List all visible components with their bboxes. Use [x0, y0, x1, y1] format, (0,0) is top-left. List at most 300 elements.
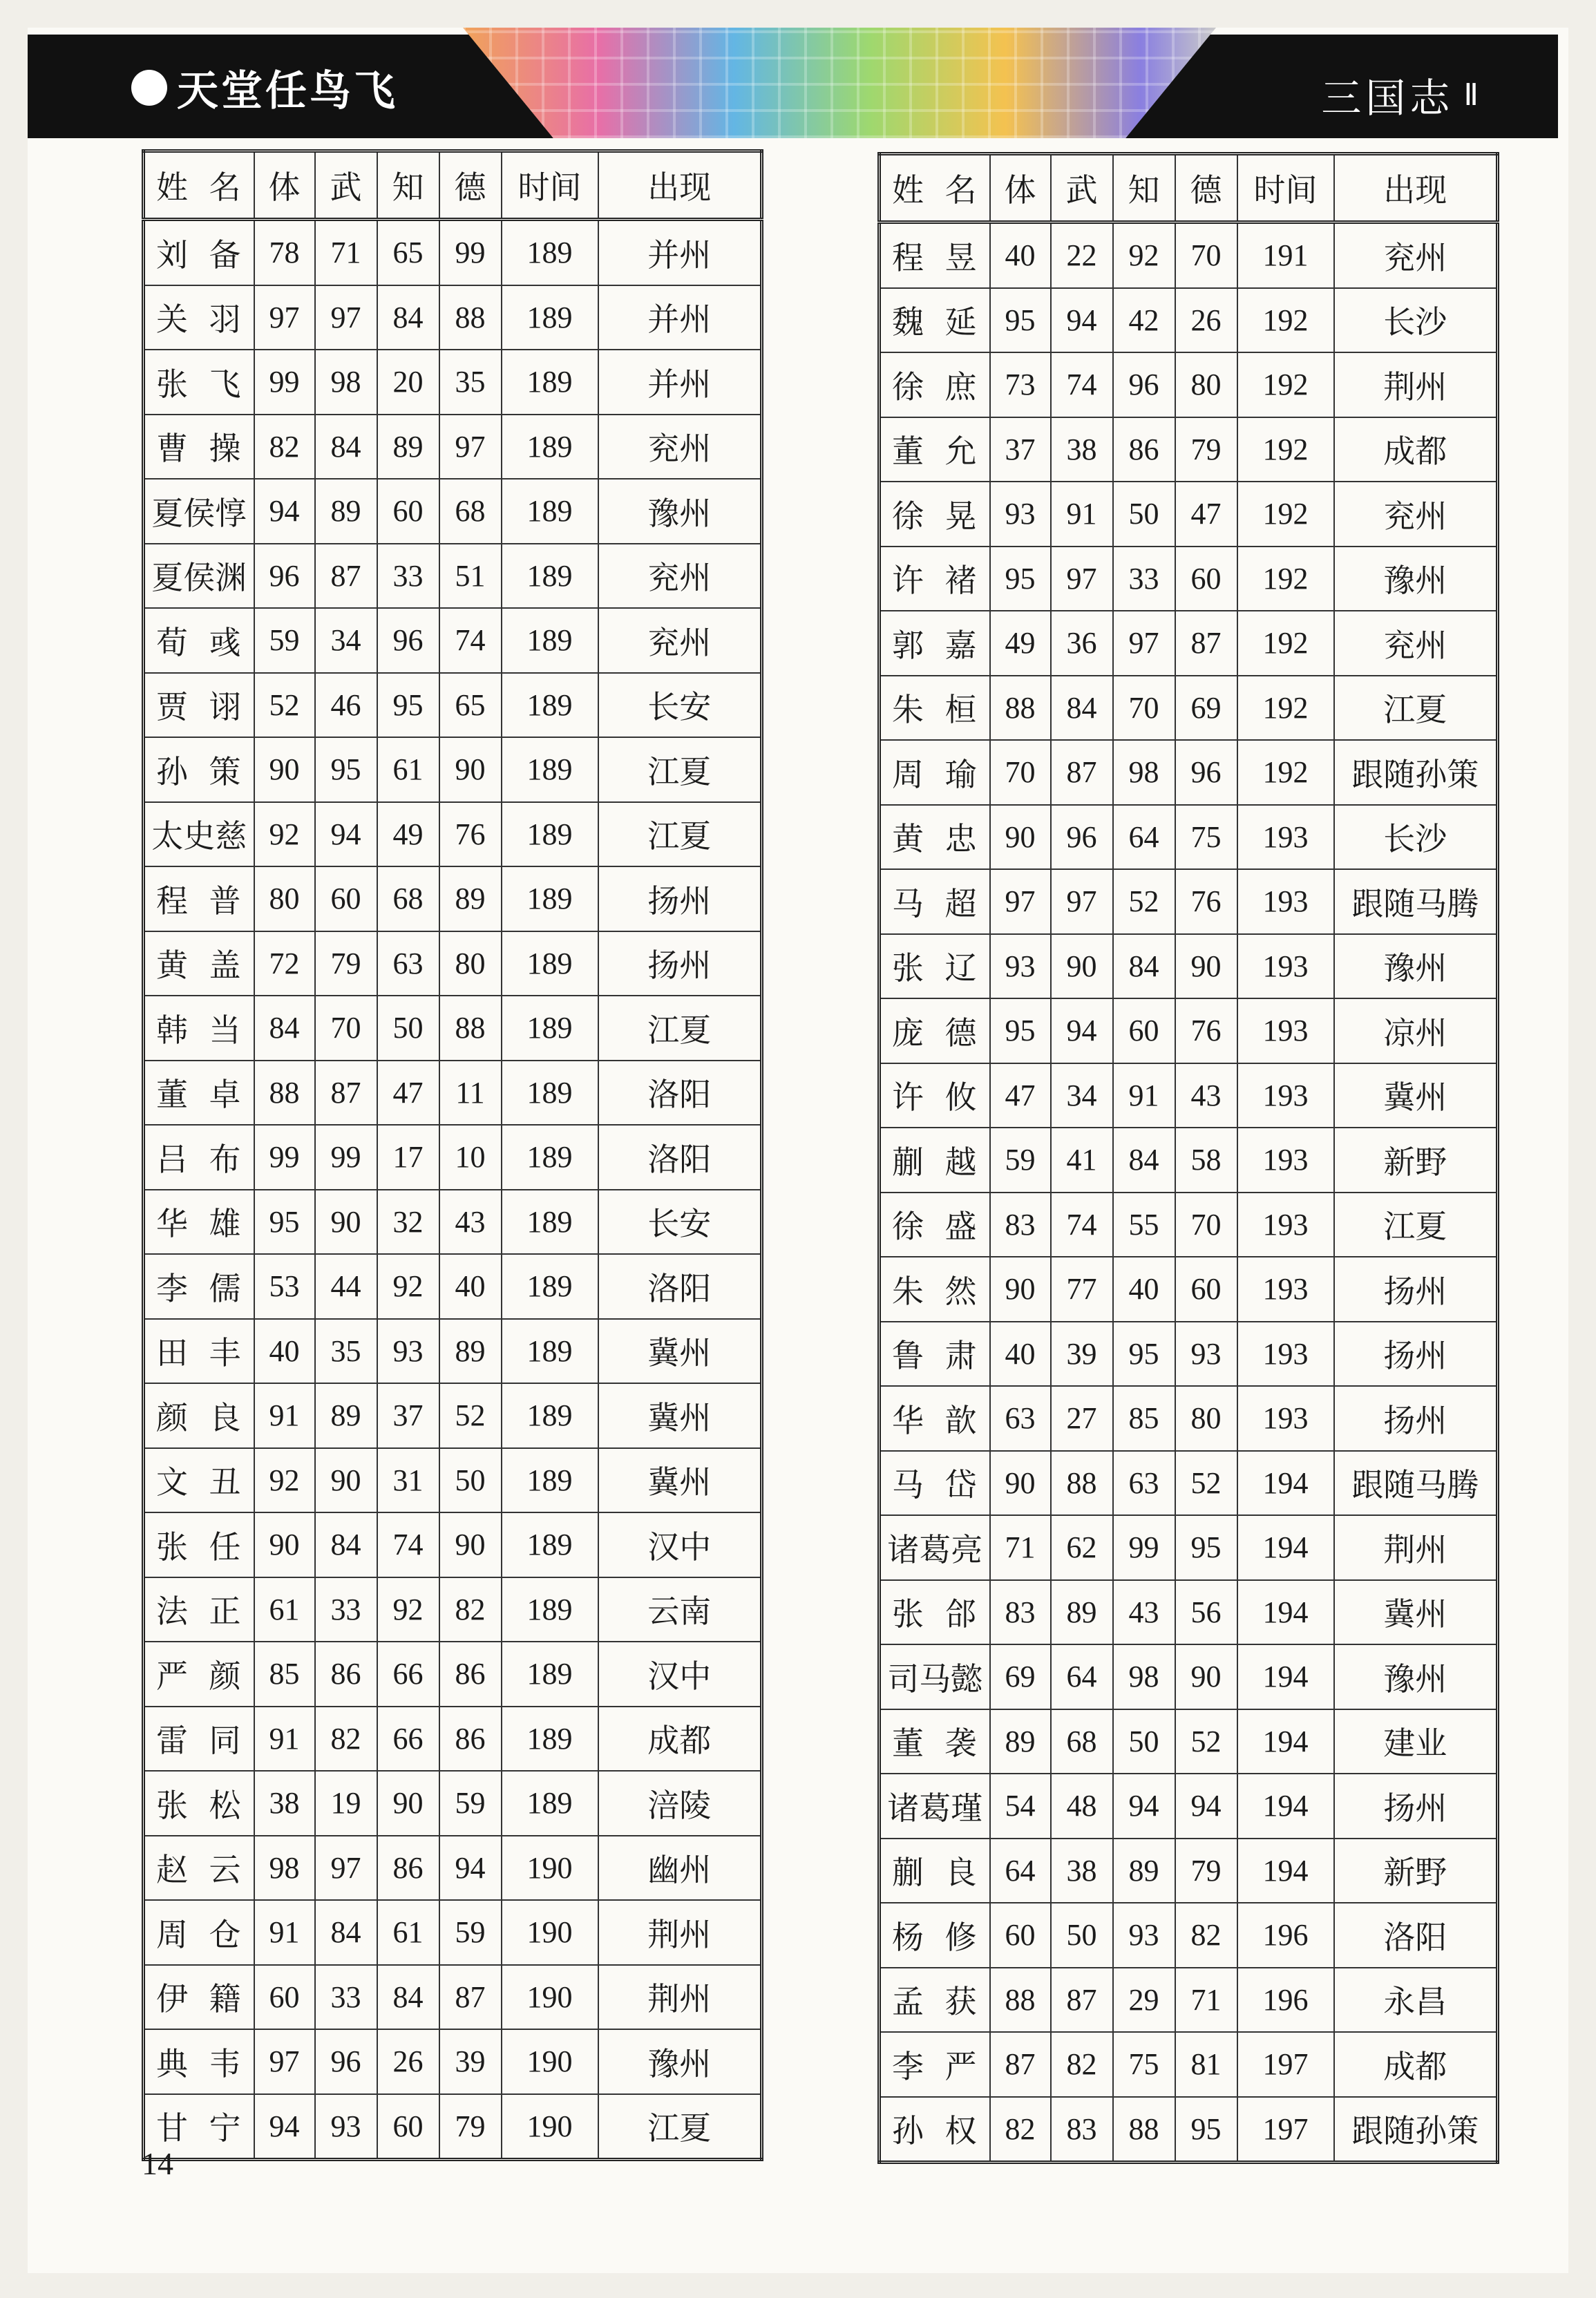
location-cell: 并州 — [598, 285, 762, 350]
stat-cell: 60 — [254, 1965, 315, 2030]
stat-cell: 190 — [502, 1965, 598, 2030]
table-row — [144, 1319, 762, 1384]
stat-cell: 193 — [1237, 1322, 1334, 1387]
table-row — [880, 1580, 1498, 1645]
stat-cell: 77 — [1051, 1257, 1113, 1322]
name-cell: 张 辽 — [880, 934, 990, 999]
name-cell: 司马懿 — [880, 1644, 990, 1709]
name-cell: 诸葛亮 — [880, 1515, 990, 1580]
stat-cell: 26 — [1175, 288, 1237, 353]
table-row — [880, 998, 1498, 1063]
table-row — [144, 479, 762, 544]
stat-cell: 79 — [1175, 417, 1237, 482]
header-color-stripe — [463, 28, 1216, 138]
stat-cell: 98 — [1113, 740, 1175, 805]
table-row — [144, 1512, 762, 1577]
stat-cell: 70 — [1113, 676, 1175, 741]
stat-cell: 50 — [1051, 1903, 1113, 1968]
table-row — [144, 1836, 762, 1901]
stat-cell: 90 — [315, 1448, 377, 1513]
stat-cell: 98 — [315, 350, 377, 415]
stat-cell: 94 — [254, 2094, 315, 2160]
table-row — [144, 415, 762, 479]
stat-cell: 189 — [502, 1190, 598, 1255]
stat-cell: 87 — [315, 544, 377, 609]
stat-cell: 193 — [1237, 1063, 1334, 1128]
stat-cell: 80 — [439, 931, 502, 996]
location-cell: 洛阳 — [598, 1061, 762, 1126]
stat-cell: 194 — [1237, 1515, 1334, 1580]
stat-cell: 48 — [1051, 1774, 1113, 1839]
stat-cell: 89 — [439, 866, 502, 931]
name-cell: 徐 庶 — [880, 352, 990, 417]
stat-cell: 99 — [254, 1125, 315, 1190]
stat-cell: 40 — [439, 1254, 502, 1319]
stat-cell: 69 — [990, 1644, 1051, 1709]
location-cell: 长沙 — [1334, 805, 1498, 870]
left-col-header-6: 出现 — [598, 151, 762, 220]
stat-cell: 94 — [315, 802, 377, 867]
location-cell: 幽州 — [598, 1836, 762, 1901]
stat-cell: 43 — [1113, 1580, 1175, 1645]
stat-cell: 70 — [1175, 222, 1237, 288]
stat-cell: 95 — [315, 737, 377, 802]
location-cell: 豫州 — [1334, 1644, 1498, 1709]
table-row — [144, 931, 762, 996]
stat-cell: 92 — [377, 1254, 439, 1319]
table-row — [880, 740, 1498, 805]
stat-cell: 84 — [377, 285, 439, 350]
stat-cell: 52 — [1113, 869, 1175, 934]
stat-cell: 85 — [254, 1642, 315, 1707]
stat-cell: 88 — [990, 676, 1051, 741]
stat-cell: 88 — [990, 1968, 1051, 2033]
table-row — [144, 1383, 762, 1448]
stat-cell: 60 — [1175, 547, 1237, 611]
stat-cell: 65 — [439, 673, 502, 738]
stat-cell: 88 — [254, 1061, 315, 1126]
stat-cell: 90 — [990, 1257, 1051, 1322]
table-row — [144, 544, 762, 609]
name-cell: 杨 修 — [880, 1903, 990, 1968]
stat-cell: 76 — [1175, 998, 1237, 1063]
table-row — [880, 482, 1498, 547]
table-row — [880, 1839, 1498, 1903]
stat-cell: 49 — [990, 611, 1051, 676]
stat-cell: 96 — [254, 544, 315, 609]
stat-cell: 71 — [315, 220, 377, 285]
name-cell: 许 褚 — [880, 547, 990, 611]
stat-cell: 189 — [502, 1577, 598, 1642]
table-row — [880, 352, 1498, 417]
stat-cell: 90 — [990, 1451, 1051, 1516]
stat-cell: 92 — [254, 802, 315, 867]
table-row — [880, 611, 1498, 676]
table-row — [880, 1322, 1498, 1387]
location-cell: 洛阳 — [1334, 1903, 1498, 1968]
location-cell: 荆州 — [1334, 352, 1498, 417]
stat-cell: 31 — [377, 1448, 439, 1513]
location-cell: 江夏 — [598, 996, 762, 1061]
stat-cell: 86 — [315, 1642, 377, 1707]
stat-cell: 189 — [502, 220, 598, 285]
name-cell: 张 郃 — [880, 1580, 990, 1645]
stat-cell: 93 — [1113, 1903, 1175, 1968]
stat-cell: 61 — [377, 1900, 439, 1965]
table-row — [144, 996, 762, 1061]
stat-cell: 26 — [377, 2029, 439, 2094]
stat-cell: 193 — [1237, 1128, 1334, 1193]
left-col-header-1: 体 — [254, 151, 315, 220]
stat-cell: 74 — [1051, 352, 1113, 417]
left-col-header-3: 知 — [377, 151, 439, 220]
name-cell: 田 丰 — [144, 1319, 254, 1384]
location-cell: 荆州 — [598, 1965, 762, 2030]
name-cell: 马 超 — [880, 869, 990, 934]
stat-cell: 40 — [1113, 1257, 1175, 1322]
name-cell: 夏侯惇 — [144, 479, 254, 544]
stat-cell: 189 — [502, 1383, 598, 1448]
stat-cell: 32 — [377, 1190, 439, 1255]
table-row — [144, 1771, 762, 1836]
stat-cell: 35 — [315, 1319, 377, 1384]
stat-cell: 194 — [1237, 1451, 1334, 1516]
stat-cell: 97 — [254, 285, 315, 350]
table-row — [144, 1190, 762, 1255]
stat-cell: 93 — [990, 482, 1051, 547]
stat-cell: 41 — [1051, 1128, 1113, 1193]
stat-cell: 64 — [990, 1839, 1051, 1903]
location-cell: 新野 — [1334, 1128, 1498, 1193]
stat-cell: 50 — [1113, 482, 1175, 547]
stat-cell: 81 — [1175, 2032, 1237, 2097]
stat-cell: 95 — [1175, 2097, 1237, 2163]
stat-cell: 33 — [315, 1577, 377, 1642]
stat-cell: 190 — [502, 2094, 598, 2160]
stat-cell: 88 — [1051, 1451, 1113, 1516]
name-cell: 雷 同 — [144, 1707, 254, 1772]
name-cell: 徐 晃 — [880, 482, 990, 547]
stat-cell: 29 — [1113, 1968, 1175, 2033]
stat-cell: 196 — [1237, 1968, 1334, 2033]
location-cell: 扬州 — [598, 931, 762, 996]
table-row — [880, 869, 1498, 934]
left-col-header-0: 姓 名 — [144, 151, 254, 220]
stat-cell: 87 — [1175, 611, 1237, 676]
stat-cell: 192 — [1237, 547, 1334, 611]
bullet-dot-icon — [131, 70, 167, 106]
table-row — [880, 417, 1498, 482]
name-cell: 朱 桓 — [880, 676, 990, 741]
stat-cell: 47 — [377, 1061, 439, 1126]
stat-cell: 59 — [439, 1771, 502, 1836]
stat-cell: 94 — [1051, 288, 1113, 353]
left-table-header — [144, 151, 762, 220]
name-cell: 刘 备 — [144, 220, 254, 285]
table-row — [880, 1063, 1498, 1128]
stat-cell: 88 — [439, 285, 502, 350]
table-row — [144, 1900, 762, 1965]
table-row — [144, 350, 762, 415]
location-cell: 成都 — [598, 1707, 762, 1772]
name-cell: 华 歆 — [880, 1386, 990, 1451]
stat-cell: 92 — [1113, 222, 1175, 288]
left-col-header-4: 德 — [439, 151, 502, 220]
stat-cell: 189 — [502, 1061, 598, 1126]
location-cell: 兖州 — [598, 544, 762, 609]
stat-cell: 65 — [377, 220, 439, 285]
stat-cell: 33 — [377, 544, 439, 609]
stat-cell: 90 — [990, 805, 1051, 870]
right-col-header-0: 姓 名 — [880, 154, 990, 222]
table-row — [144, 1965, 762, 2030]
stat-cell: 89 — [315, 479, 377, 544]
table-row — [880, 2097, 1498, 2163]
stat-cell: 189 — [502, 996, 598, 1061]
name-cell: 孟 获 — [880, 1968, 990, 2033]
stat-cell: 10 — [439, 1125, 502, 1190]
location-cell: 兖州 — [598, 608, 762, 673]
stat-cell: 43 — [439, 1190, 502, 1255]
table-row — [144, 673, 762, 738]
location-cell: 冀州 — [1334, 1063, 1498, 1128]
name-cell: 李 严 — [880, 2032, 990, 2097]
stat-cell: 73 — [990, 352, 1051, 417]
stat-cell: 37 — [990, 417, 1051, 482]
stat-cell: 96 — [377, 608, 439, 673]
name-cell: 黄 盖 — [144, 931, 254, 996]
stat-cell: 93 — [990, 934, 1051, 999]
stat-cell: 189 — [502, 1448, 598, 1513]
table-row — [144, 1448, 762, 1513]
stat-cell: 89 — [377, 415, 439, 479]
table-row — [144, 608, 762, 673]
stat-cell: 91 — [254, 1383, 315, 1448]
stat-cell: 74 — [439, 608, 502, 673]
stat-cell: 74 — [1051, 1193, 1113, 1257]
location-cell: 兖州 — [1334, 482, 1498, 547]
stat-cell: 55 — [1113, 1193, 1175, 1257]
stat-cell: 97 — [1113, 611, 1175, 676]
stat-cell: 50 — [439, 1448, 502, 1513]
stat-cell: 83 — [990, 1580, 1051, 1645]
table-row — [880, 805, 1498, 870]
stat-cell: 36 — [1051, 611, 1113, 676]
stat-cell: 84 — [315, 415, 377, 479]
name-cell: 韩 当 — [144, 996, 254, 1061]
stat-cell: 82 — [254, 415, 315, 479]
stat-cell: 84 — [1051, 676, 1113, 741]
stat-cell: 86 — [439, 1707, 502, 1772]
table-row — [880, 222, 1498, 288]
location-cell: 江夏 — [598, 737, 762, 802]
stat-cell: 192 — [1237, 417, 1334, 482]
name-cell: 程 普 — [144, 866, 254, 931]
name-cell: 周 仓 — [144, 1900, 254, 1965]
stat-cell: 197 — [1237, 2097, 1334, 2163]
stat-cell: 189 — [502, 479, 598, 544]
stat-cell: 91 — [1051, 482, 1113, 547]
stat-cell: 85 — [1113, 1386, 1175, 1451]
right-table-body — [880, 222, 1498, 2163]
location-cell: 长沙 — [1334, 288, 1498, 353]
name-cell: 董 卓 — [144, 1061, 254, 1126]
stat-cell: 60 — [315, 866, 377, 931]
stat-cell: 189 — [502, 608, 598, 673]
stat-cell: 66 — [377, 1642, 439, 1707]
left-col-header-5: 时间 — [502, 151, 598, 220]
stat-cell: 99 — [254, 350, 315, 415]
stat-cell: 50 — [377, 996, 439, 1061]
stat-cell: 58 — [1175, 1128, 1237, 1193]
location-cell: 江夏 — [1334, 676, 1498, 741]
location-cell: 洛阳 — [598, 1125, 762, 1190]
stat-cell: 189 — [502, 1319, 598, 1384]
stat-cell: 96 — [315, 2029, 377, 2094]
name-cell: 庞 德 — [880, 998, 990, 1063]
table-row — [880, 1709, 1498, 1774]
right-col-header-1: 体 — [990, 154, 1051, 222]
stat-cell: 189 — [502, 1642, 598, 1707]
name-cell: 董 袭 — [880, 1709, 990, 1774]
stat-cell: 20 — [377, 350, 439, 415]
stat-cell: 59 — [254, 608, 315, 673]
stat-cell: 96 — [1175, 740, 1237, 805]
table-row — [144, 737, 762, 802]
name-cell: 典 韦 — [144, 2029, 254, 2094]
stat-cell: 70 — [990, 740, 1051, 805]
table-row — [144, 2094, 762, 2160]
stat-cell: 97 — [315, 1836, 377, 1901]
left-col-header-2: 武 — [315, 151, 377, 220]
location-cell: 豫州 — [1334, 934, 1498, 999]
location-cell: 冀州 — [598, 1319, 762, 1384]
stat-cell: 92 — [377, 1577, 439, 1642]
name-cell: 文 丑 — [144, 1448, 254, 1513]
name-cell: 法 正 — [144, 1577, 254, 1642]
stat-cell: 190 — [502, 1836, 598, 1901]
name-cell: 荀 彧 — [144, 608, 254, 673]
stat-cell: 33 — [315, 1965, 377, 2030]
name-cell: 郭 嘉 — [880, 611, 990, 676]
stat-cell: 189 — [502, 1254, 598, 1319]
stat-cell: 95 — [990, 547, 1051, 611]
stat-cell: 47 — [1175, 482, 1237, 547]
stat-cell: 52 — [1175, 1709, 1237, 1774]
location-cell: 江夏 — [598, 2094, 762, 2160]
name-cell: 许 攸 — [880, 1063, 990, 1128]
stat-cell: 71 — [990, 1515, 1051, 1580]
stat-cell: 88 — [1113, 2097, 1175, 2163]
stat-cell: 89 — [1051, 1580, 1113, 1645]
location-cell: 长安 — [598, 673, 762, 738]
stat-cell: 197 — [1237, 2032, 1334, 2097]
stat-cell: 38 — [1051, 417, 1113, 482]
stat-cell: 87 — [1051, 740, 1113, 805]
stat-cell: 192 — [1237, 740, 1334, 805]
stat-cell: 189 — [502, 866, 598, 931]
name-cell: 朱 然 — [880, 1257, 990, 1322]
table-row — [880, 1515, 1498, 1580]
location-cell: 扬州 — [1334, 1774, 1498, 1839]
stat-cell: 53 — [254, 1254, 315, 1319]
header-left — [131, 50, 398, 126]
stat-cell: 84 — [1113, 1128, 1175, 1193]
stat-cell: 60 — [1175, 1257, 1237, 1322]
table-row — [144, 285, 762, 350]
stat-cell: 46 — [315, 673, 377, 738]
name-cell: 孙 策 — [144, 737, 254, 802]
location-cell: 冀州 — [598, 1448, 762, 1513]
table-row — [880, 676, 1498, 741]
stat-cell: 52 — [1175, 1451, 1237, 1516]
right-col-header-5: 时间 — [1237, 154, 1334, 222]
stat-cell: 40 — [990, 1322, 1051, 1387]
stat-cell: 72 — [254, 931, 315, 996]
stat-cell: 79 — [1175, 1839, 1237, 1903]
stat-cell: 70 — [1175, 1193, 1237, 1257]
stat-cell: 34 — [1051, 1063, 1113, 1128]
stat-cell: 49 — [377, 802, 439, 867]
stat-cell: 194 — [1237, 1709, 1334, 1774]
stat-cell: 95 — [1175, 1515, 1237, 1580]
stat-cell: 52 — [254, 673, 315, 738]
stat-cell: 33 — [1113, 547, 1175, 611]
stat-cell: 91 — [254, 1900, 315, 1965]
stat-cell: 192 — [1237, 352, 1334, 417]
name-cell: 蒯 良 — [880, 1839, 990, 1903]
stat-cell: 93 — [315, 2094, 377, 2160]
stat-cell: 80 — [1175, 352, 1237, 417]
name-cell: 鲁 肃 — [880, 1322, 990, 1387]
stat-cell: 193 — [1237, 1386, 1334, 1451]
stat-cell: 70 — [315, 996, 377, 1061]
table-row — [144, 220, 762, 285]
stat-cell: 39 — [439, 2029, 502, 2094]
table-row — [144, 1642, 762, 1707]
stat-cell: 68 — [377, 866, 439, 931]
stat-cell: 66 — [377, 1707, 439, 1772]
location-cell: 跟随马腾 — [1334, 869, 1498, 934]
stat-cell: 95 — [377, 673, 439, 738]
table-row — [144, 866, 762, 931]
stat-cell: 194 — [1237, 1644, 1334, 1709]
stat-cell: 89 — [1113, 1839, 1175, 1903]
location-cell: 跟随马腾 — [1334, 1451, 1498, 1516]
stat-cell: 50 — [1113, 1709, 1175, 1774]
stat-cell: 54 — [990, 1774, 1051, 1839]
stat-cell: 89 — [439, 1319, 502, 1384]
stat-cell: 82 — [990, 2097, 1051, 2163]
right-col-header-3: 知 — [1113, 154, 1175, 222]
stat-cell: 68 — [439, 479, 502, 544]
stat-cell: 189 — [502, 544, 598, 609]
stat-cell: 92 — [254, 1448, 315, 1513]
stat-cell: 89 — [315, 1383, 377, 1448]
table-row — [144, 1061, 762, 1126]
location-cell: 永昌 — [1334, 1968, 1498, 2033]
stat-cell: 97 — [315, 285, 377, 350]
name-cell: 诸葛瑾 — [880, 1774, 990, 1839]
location-cell: 洛阳 — [598, 1254, 762, 1319]
stat-cell: 189 — [502, 931, 598, 996]
location-cell: 新野 — [1334, 1839, 1498, 1903]
stat-cell: 190 — [502, 1900, 598, 1965]
stat-cell: 86 — [377, 1836, 439, 1901]
stat-cell: 42 — [1113, 288, 1175, 353]
stat-cell: 60 — [377, 2094, 439, 2160]
table-row — [144, 1707, 762, 1772]
